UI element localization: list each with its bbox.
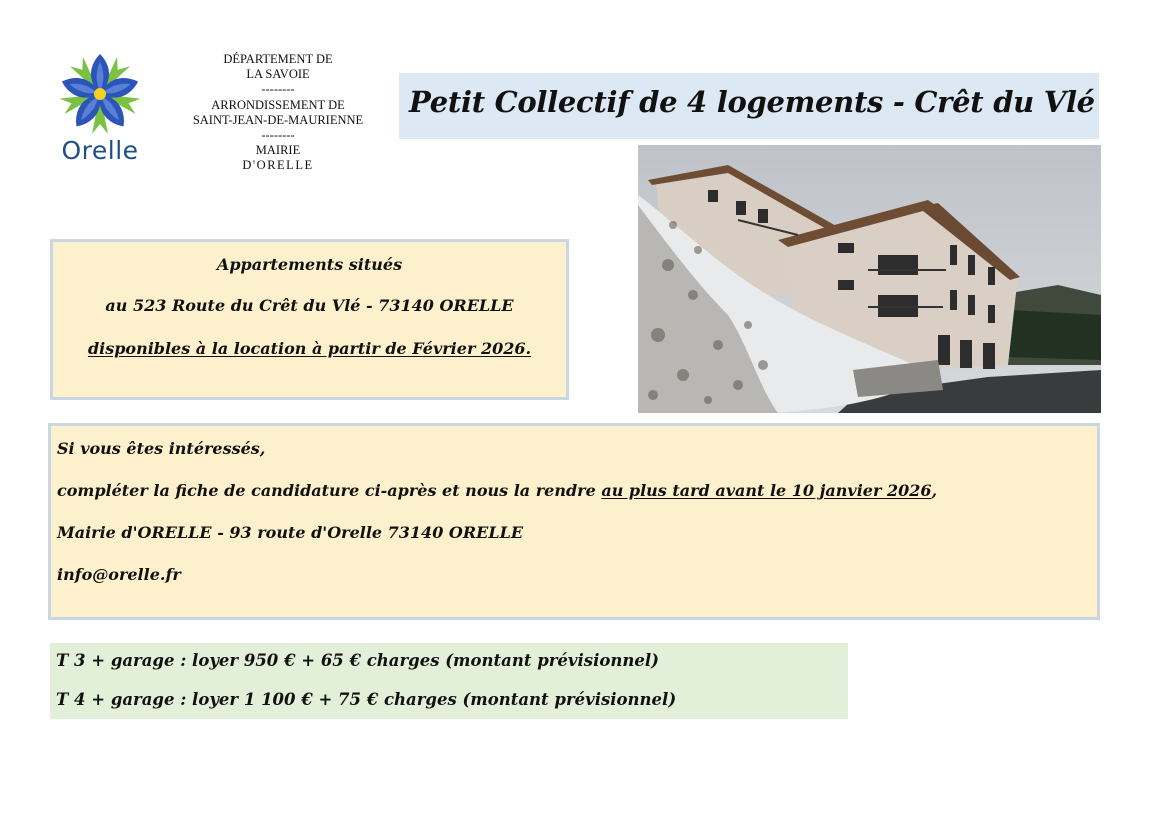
contact-email[interactable]: info@orelle.fr [57,565,181,584]
admin-line: DÉPARTEMENT DE [223,52,333,66]
contact-line-1: Si vous êtes intéressés, [57,439,266,458]
contact-address: Mairie d'ORELLE - 93 route d'Orelle 73140 ORELLE [57,523,524,542]
admin-line: LA SAVOIE [246,67,310,82]
intro-box [50,239,569,400]
admin-separator: -------- [261,82,295,97]
title-banner [399,73,1099,139]
pricing-box [50,643,848,719]
price-t4: T 4 + garage : loyer 1 100 € + 75 € charges (montant prévisionnel) [56,690,677,709]
orelle-logo [48,50,152,170]
contact-box [48,423,1100,620]
contact-line-2 [57,481,937,500]
page-title: Petit Collectif de 4 logements - Crêt du Vlé [409,85,1095,119]
intro-address: au 523 Route du Crêt du Vlé - 73140 ORELLE [105,296,514,315]
flower-icon [52,50,148,140]
admin-line: ARRONDISSEMENT DE [211,97,345,112]
admin-line: MAIRIE [255,143,301,158]
logo-wordmark: Orelle [61,136,139,165]
contact-line-2-comma: , [931,481,938,500]
administrative-header [176,52,380,174]
building-photo [638,145,1101,413]
contact-line-2-text: compléter la fiche de candidature ci-après et nous la rendre [57,481,602,500]
deadline-text: au plus tard avant le 10 janvier 2026 [601,481,932,500]
price-t3: T 3 + garage : loyer 950 € + 65 € charges (montant prévisionnel) [56,651,659,670]
intro-line-1: Appartements situés [216,255,403,274]
intro-availability [53,339,566,358]
admin-line: SAINT-JEAN-DE-MAURIENNE [192,112,364,127]
availability-text: disponibles à la location à partir de Février 2026. [87,339,532,358]
admin-separator: -------- [261,128,295,143]
admin-line: D'ORELLE [242,158,314,173]
